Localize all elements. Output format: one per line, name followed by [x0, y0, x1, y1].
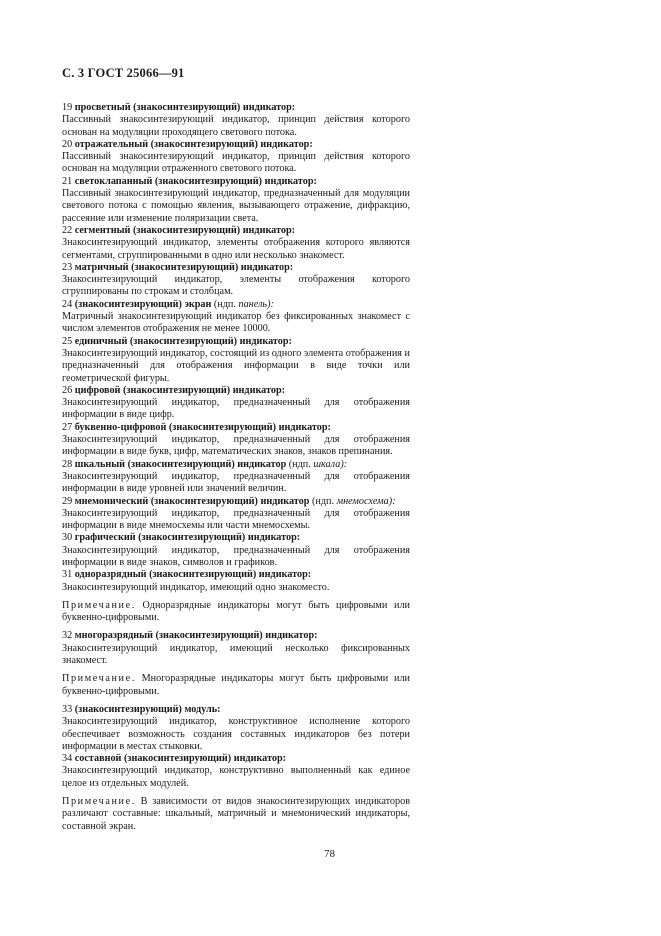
document-header: С. 3 ГОСТ 25066—91 — [62, 66, 185, 80]
term-number: 33 — [62, 703, 73, 715]
term-entry-26 — [62, 385, 410, 422]
term-heading — [62, 630, 410, 642]
document-body — [62, 102, 410, 839]
note-text: Многоразрядные индикаторы могут быть цифровыми или буквенно-цифровыми. — [62, 673, 410, 697]
page-number: 78 — [324, 848, 335, 860]
term-number: 31 — [62, 569, 73, 581]
term-definition: Знакосинтезирующий индикатор, предназначенный для отображения информации в виде уровней или значений величин. — [62, 470, 410, 495]
term-heading — [62, 532, 410, 544]
term-heading — [62, 336, 410, 348]
term-name: просветный (знакосинтезирующий) индикатор: — [74, 102, 296, 113]
note-text: В зависимости от видов знакосинтезирующих индикаторов различают составные: шкальный, матричный и мнемонический индикаторы, составной экран. — [62, 796, 410, 832]
term-number: 28 — [62, 458, 73, 470]
deprecated-label: (ндп. — [213, 298, 236, 310]
term-entry-32 — [62, 630, 410, 697]
term-number: 22 — [62, 224, 73, 236]
term-number: 24 — [62, 298, 73, 310]
deprecated-term: мнемосхема): — [336, 495, 396, 507]
term-number: 25 — [62, 335, 73, 347]
term-name: единичный (знакосинтезирующий) индикатор: — [74, 335, 292, 347]
term-entry-33 — [62, 704, 410, 753]
term-definition: Знакосинтезирующий индикатор, имеющий одно знакоместо. — [62, 581, 330, 593]
deprecated-term: шкала): — [313, 458, 348, 470]
term-name: шкальный (знакосинтезирующий) индикатор — [74, 458, 287, 470]
term-entry-23 — [62, 262, 410, 299]
term-entry-25 — [62, 336, 410, 385]
term-number: 32 — [62, 630, 73, 642]
term-entry-30 — [62, 532, 410, 569]
term-heading — [62, 385, 410, 397]
note-label: Примечание. — [62, 673, 136, 685]
term-entry-31 — [62, 569, 410, 624]
term-entry-29 — [62, 496, 410, 533]
note-label: Примечание. — [62, 599, 136, 611]
term-entry-20 — [62, 139, 410, 176]
note-label: Примечание. — [62, 796, 136, 808]
term-name: отражательный (знакосинтезирующий) индикатор: — [74, 138, 313, 150]
term-definition: Пассивный знакосинтезирующий индикатор, принцип действия которого основан на модуляции отраженного светового потока. — [62, 151, 410, 175]
term-definition: Знакосинтезирующий индикатор, состоящий из одного элемента отображения и предназначенный для отображения информации в виде точки или геометрической фигуры. — [62, 347, 410, 384]
term-name: многоразрядный (знакосинтезирующий) индикатор: — [74, 630, 318, 642]
term-entry-27 — [62, 422, 410, 459]
term-definition: Знакосинтезирующий индикатор, конструктивно выполненный как единое целое из отдельных модулей. — [62, 765, 410, 789]
term-heading — [62, 176, 410, 188]
term-entry-34 — [62, 753, 410, 833]
deprecated-label: (ндп. — [288, 458, 311, 470]
term-definition: Знакосинтезирующий индикатор, конструктивное исполнение которого обеспечивает возможность создания составных индикаторов без потери информации в местах стыковки. — [62, 716, 410, 752]
term-name: составной (знакосинтезирующий) индикатор: — [74, 753, 287, 765]
note-text: Одноразрядные индикаторы могут быть цифровыми или буквенно-цифровыми. — [62, 599, 410, 624]
term-definition: Знакосинтезирующий индикатор, предназначенный для отображения информации в виде знаков, символов и графиков. — [62, 544, 410, 568]
term-number: 23 — [62, 261, 73, 273]
term-definition: Знакосинтезирующий индикатор, предназначенный для отображения информации в виде мнемосхемы или части мнемосхемы. — [62, 507, 410, 532]
term-heading — [62, 225, 410, 237]
term-number: 26 — [62, 384, 73, 396]
term-heading — [62, 753, 410, 765]
term-definition: Пассивный знакосинтезирующий индикатор, предназначенный для модуляции светового потока с помощью явления, вызывающего отражение, дифракцию, рассеяние или изменение поляризации света. — [62, 188, 410, 224]
term-name: мнемонический (знакосинтезирующий) индикатор — [74, 495, 310, 507]
term-note — [62, 600, 410, 625]
term-note — [62, 673, 410, 698]
term-entry-22 — [62, 225, 410, 262]
term-name: буквенно-цифровой (знакосинтезирующий) индикатор: — [74, 421, 331, 433]
term-name: (знакосинтезирующий) экран — [74, 298, 212, 310]
term-number: 19 — [62, 102, 73, 113]
term-entry-19 — [62, 102, 410, 139]
term-entry-21 — [62, 176, 410, 225]
term-definition: Знакосинтезирующий индикатор, имеющий несколько фиксированных знакомест. — [62, 642, 410, 667]
term-number: 34 — [62, 753, 73, 765]
term-number: 30 — [62, 532, 73, 544]
term-note — [62, 796, 410, 833]
term-name: светоклапанный (знакосинтезирующий) индикатор: — [74, 175, 317, 187]
term-definition: Знакосинтезирующий индикатор, элементы отображения которого сгруппированы по строкам и столбцам. — [62, 274, 410, 298]
term-entry-24 — [62, 299, 410, 336]
term-definition: Знакосинтезирующий индикатор, предназначенный для отображения информации в виде цифр. — [62, 397, 410, 421]
term-number: 21 — [62, 175, 73, 187]
deprecated-label: (ндп. — [311, 495, 335, 507]
term-name: сегментный (знакосинтезирующий) индикатор: — [74, 224, 296, 236]
term-heading — [62, 262, 410, 274]
term-name: графический (знакосинтезирующий) индикатор: — [74, 532, 301, 544]
term-heading — [62, 139, 410, 151]
term-name: одноразрядный (знакосинтезирующий) индикатор: — [74, 569, 312, 581]
term-number: 29 — [62, 495, 73, 507]
term-definition: Знакосинтезирующий индикатор, элементы отображения которого являются сегментами, сгруппированными в одно или несколько знакомест. — [62, 237, 410, 261]
term-number: 27 — [62, 421, 73, 433]
term-name: цифровой (знакосинтезирующий) индикатор: — [74, 384, 286, 396]
term-definition: Пассивный знакосинтезирующий индикатор, принцип действия которого основан на модуляции проходящего светового потока. — [62, 114, 410, 138]
deprecated-term: панель): — [238, 298, 274, 310]
term-name: матричный (знакосинтезирующий) индикатор: — [74, 261, 294, 273]
term-heading — [62, 704, 410, 716]
term-definition: Матричный знакосинтезирующий индикатор без фиксированных знакомест с числом элементов отображения не менее 10000. — [62, 311, 410, 335]
term-heading — [62, 102, 410, 114]
term-name: (знакосинтезирующий) модуль: — [74, 703, 221, 715]
term-definition: Знакосинтезирующий индикатор, предназначенный для отображения информации в виде букв, цифр, математических знаков, знаков препинания. — [62, 434, 410, 458]
term-heading — [62, 459, 410, 471]
term-heading — [62, 496, 410, 508]
term-heading — [62, 299, 410, 311]
term-number: 20 — [62, 138, 73, 150]
term-heading — [62, 422, 410, 434]
term-entry-28 — [62, 459, 410, 496]
term-heading — [62, 569, 410, 581]
